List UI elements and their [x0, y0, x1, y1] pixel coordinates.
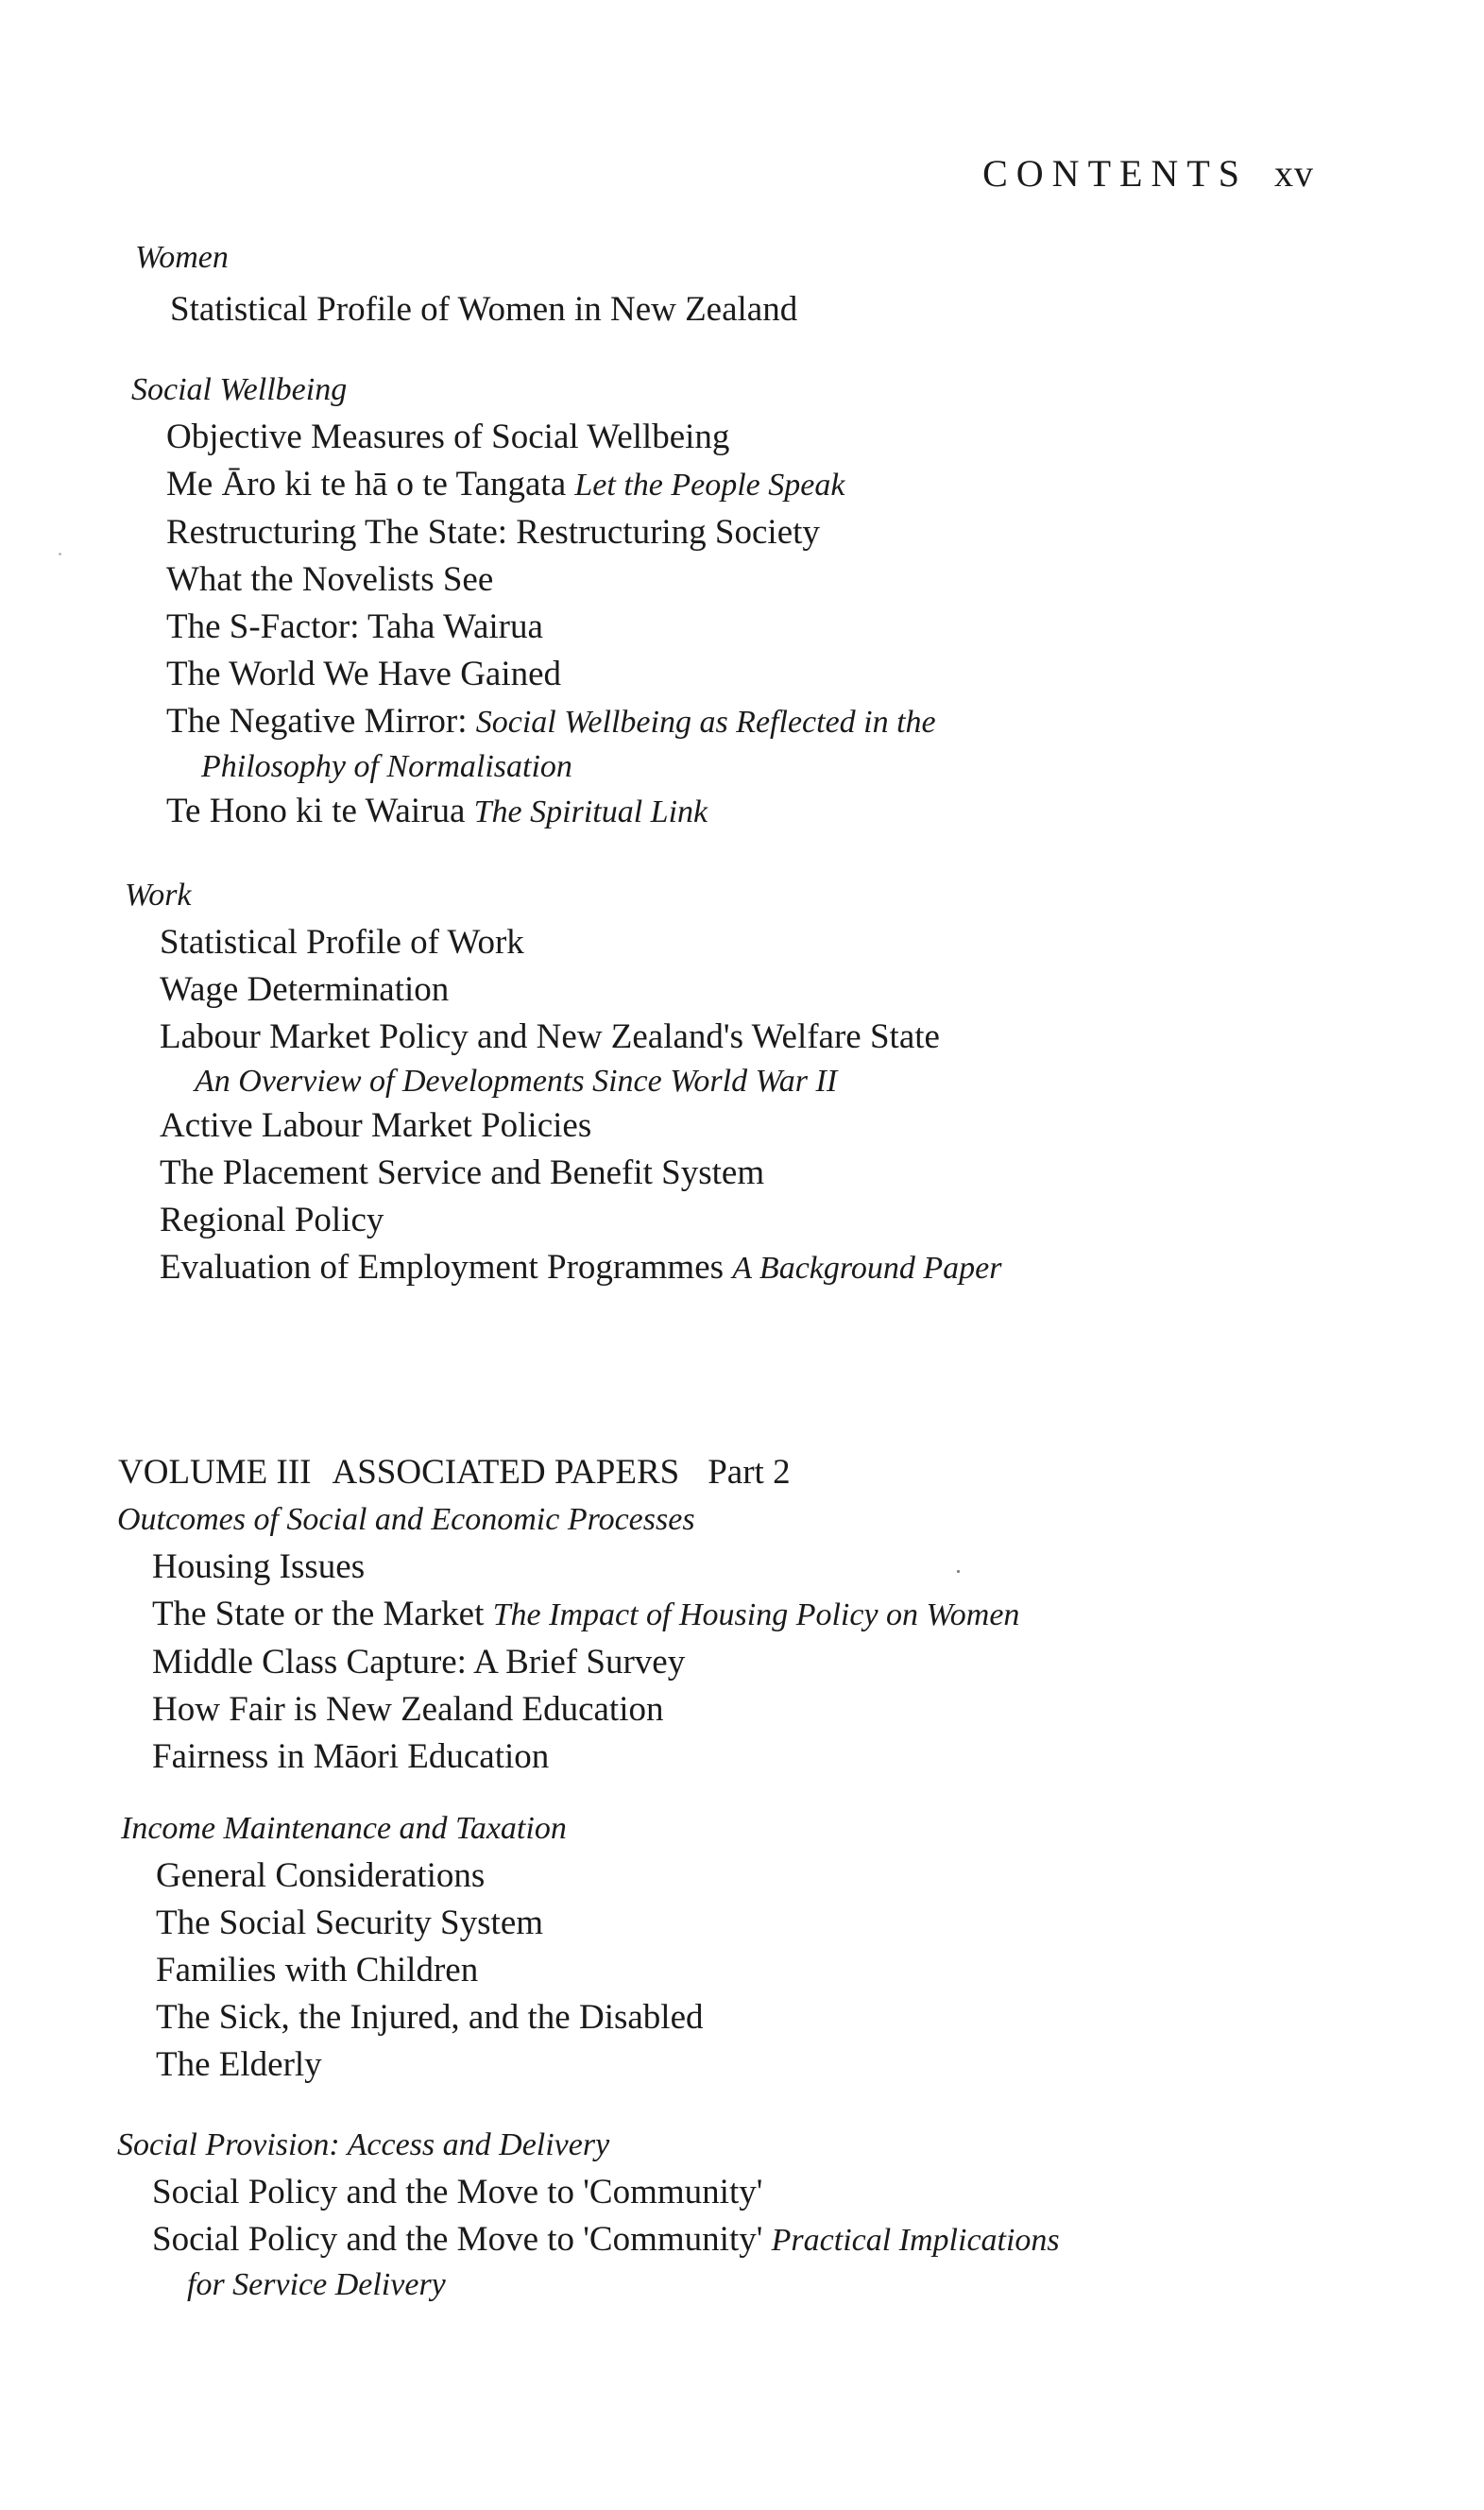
toc-entry: [131, 414, 936, 461]
entry-title: Middle Class Capture: A Brief Survey: [152, 1643, 686, 1682]
running-head: [982, 151, 1314, 196]
section-title: Social Provision: Access and Delivery: [117, 2127, 610, 2162]
section-title: Income Maintenance and Taxation: [121, 1811, 567, 1846]
section-title: Women: [135, 240, 229, 275]
entry-subtitle: The Spiritual Link: [473, 794, 708, 829]
toc-entry: [131, 556, 936, 604]
toc-entry: [117, 2169, 1060, 2216]
section-outcomes: [117, 1496, 1019, 1781]
section-women: [135, 234, 797, 333]
section-title: Work: [125, 878, 192, 913]
toc-entry: [131, 461, 936, 509]
toc-entry: [121, 1947, 704, 1994]
entry-subtitle: A Background Paper: [732, 1251, 1002, 1286]
entry-title: How Fair is New Zealand Education: [152, 1690, 664, 1729]
entry-subtitle: The Impact of Housing Policy on Women: [492, 1597, 1020, 1632]
volume-heading: [118, 1449, 791, 1496]
volume-label: VOLUME III: [118, 1453, 312, 1492]
entry-title: Social Policy and the Move to 'Community': [152, 2220, 763, 2259]
entry-title: What the Novelists See: [166, 560, 494, 599]
entry-title: The Sick, the Injured, and the Disabled: [156, 1998, 704, 2037]
entry-continuation: Philosophy of Normalisation: [201, 749, 572, 784]
toc-entry: [121, 2041, 704, 2089]
entry-title: General Considerations: [156, 1856, 486, 1895]
toc-entry: [125, 966, 1001, 1014]
entry-title: Active Labour Market Policies: [160, 1106, 592, 1145]
entry-title: Wage Determination: [160, 970, 450, 1009]
toc-entry: [125, 1014, 1001, 1102]
section-income-maintenance: [121, 1805, 704, 2089]
toc-entry: [125, 1197, 1001, 1244]
entry-title: The Social Security System: [156, 1904, 544, 1942]
toc-entry: [121, 1853, 704, 1900]
volume-name: ASSOCIATED PAPERS: [332, 1453, 680, 1492]
entry-title: Statistical Profile of Women in New Zealand: [170, 290, 798, 329]
toc-entry: [131, 651, 936, 698]
page-number: xv: [1274, 152, 1314, 195]
toc-entry: [131, 509, 936, 556]
running-head-title: CONTENTS: [982, 152, 1248, 195]
toc-entry: [131, 604, 936, 651]
toc-entry: [117, 1733, 1019, 1781]
section-work: [125, 872, 1001, 1292]
entry-title: Restructuring The State: Restructuring Society: [166, 513, 820, 552]
toc-entry: [117, 1686, 1019, 1733]
toc-entry: [131, 698, 936, 788]
entry-title: Objective Measures of Social Wellbeing: [166, 418, 730, 456]
toc-entry: [117, 1639, 1019, 1686]
entry-title: Evaluation of Employment Programmes: [160, 1248, 725, 1287]
entry-subtitle: Practical Implications: [771, 2223, 1060, 2258]
scan-speck: [59, 553, 61, 555]
entry-title: The Placement Service and Benefit System: [160, 1153, 765, 1192]
toc-entry: [125, 1102, 1001, 1150]
entry-title: Te Hono ki te Wairua: [166, 792, 466, 830]
toc-entry: [117, 1544, 1019, 1591]
entry-title: Regional Policy: [160, 1201, 384, 1239]
section-title: Social Wellbeing: [131, 372, 348, 407]
entry-title: Housing Issues: [152, 1547, 366, 1586]
entry-title: Me Āro ki te hā o te Tangata: [166, 465, 567, 504]
entry-title: Statistical Profile of Work: [160, 923, 524, 962]
entry-title: The World We Have Gained: [166, 655, 562, 693]
section-social-wellbeing: [131, 367, 936, 836]
entry-title: The State or the Market: [152, 1595, 485, 1633]
section-social-provision: [117, 2122, 1060, 2306]
toc-entry: [121, 1994, 704, 2041]
entry-title: Fairness in Māori Education: [152, 1737, 550, 1776]
toc-entry: [131, 788, 936, 836]
toc-entry: [125, 919, 1001, 966]
toc-entry: [135, 286, 797, 333]
scan-speck: [957, 1570, 960, 1573]
entry-title: Labour Market Policy and New Zealand's Welfare State: [160, 1017, 940, 1056]
entry-continuation: An Overview of Developments Since World War II: [195, 1064, 838, 1099]
toc-entry: [125, 1244, 1001, 1292]
entry-title: The S-Factor: Taha Wairua: [166, 607, 543, 646]
entry-title: Social Policy and the Move to 'Community': [152, 2173, 763, 2211]
entry-subtitle: Social Wellbeing as Reflected in the: [475, 705, 936, 740]
entry-title: The Elderly: [156, 2045, 322, 2084]
section-title: Outcomes of Social and Economic Processes: [117, 1502, 695, 1537]
entry-title: Families with Children: [156, 1951, 479, 1989]
toc-entry: [125, 1150, 1001, 1197]
toc-entry: [117, 1591, 1019, 1639]
toc-entry: [121, 1900, 704, 1947]
volume-part: Part 2: [708, 1453, 791, 1492]
entry-continuation: for Service Delivery: [187, 2267, 446, 2302]
entry-subtitle: Let the People Speak: [574, 468, 845, 503]
entry-title: The Negative Mirror:: [166, 702, 468, 741]
toc-entry: [117, 2216, 1060, 2306]
